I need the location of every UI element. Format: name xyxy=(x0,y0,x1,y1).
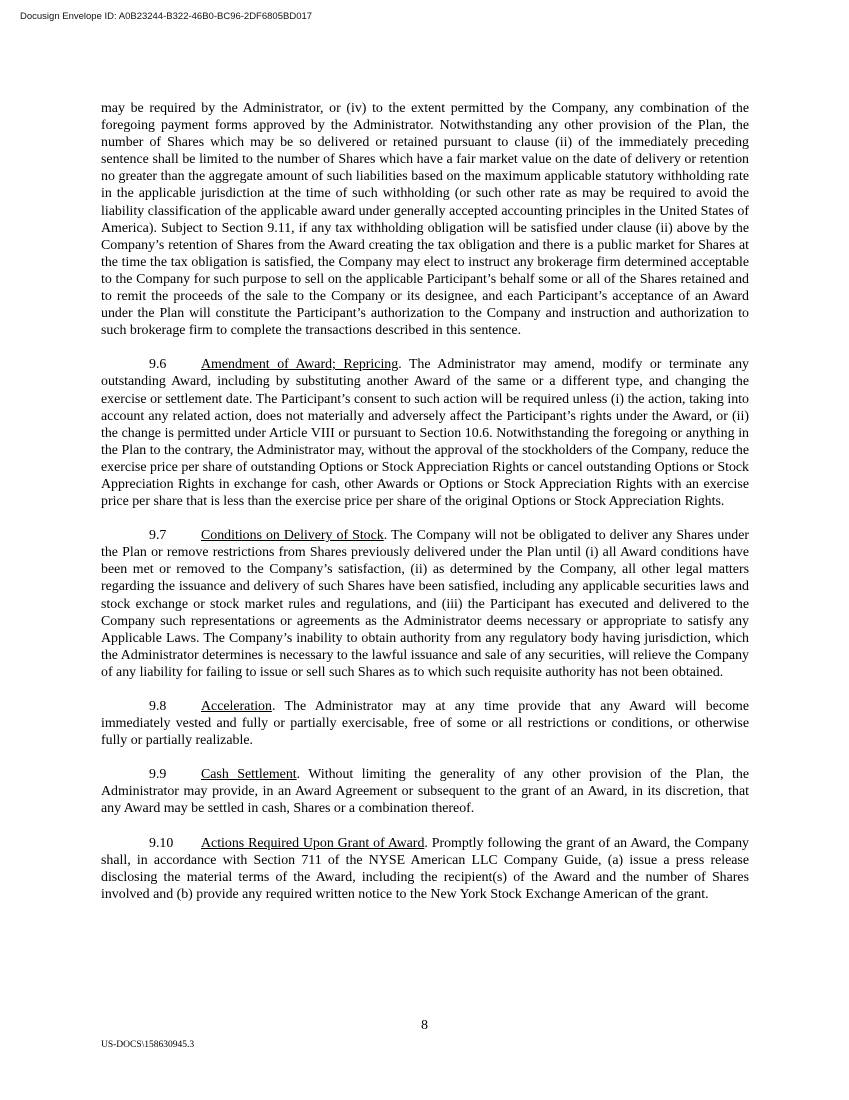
section-number: 9.6 xyxy=(149,357,167,373)
section-number: 9.10 xyxy=(149,835,174,851)
section-9-9 xyxy=(101,766,749,817)
page-number: 8 xyxy=(421,1018,428,1033)
section-body: . Promptly following the grant of an Award, the Company shall, in accordance with Section 711 of the NYSE American LLC Company Guide, (a) issue a press release disclosing the material terms of the Award, including the recipient(s) of the Award and the number of Shares involved and (b) provide any required written notice to the New York Stock Exchange American of the grant. xyxy=(101,835,749,902)
section-heading: Amendment of Award; Repricing xyxy=(201,357,399,373)
section-heading: Cash Settlement xyxy=(201,767,297,783)
section-9-7 xyxy=(101,527,749,681)
section-heading: Acceleration xyxy=(201,699,272,714)
intro-paragraph: may be required by the Administrator, or (iv) to the extent permitted by the Company, any combination of the foregoing payment forms approved by the Administrator. Notwithstanding any other provision of the Plan, the number of Shares which may be so delivered or retained pursuant to clause (ii) of the immediately preceding sentence shall be limited to the number of Shares which have a fair market value on the date of delivery or retention no greater than the aggregate amount of such liabilities based on the maximum applicable statutory withholding rate in the applicable jurisdiction at the time of such withholding (or such other rate as may be required to avoid the liability classification of the applicable award under generally accepted accounting principles in the United States of America). Subject to Section 9.11, if any tax withholding obligation will be satisfied under clause (ii) above by the Company’s retention of Shares from the Award creating the tax obligation and there is a public market for Shares at the time the tax obligation is satisfied, the Company may elect to instruct any brokerage firm determined acceptable to the Company for such purpose to sell on the applicable Participant’s behalf some or all of the Shares retained and to remit the proceeds of the sale to the Company or its designee, and each Participant’s acceptance of an Award under the Plan will constitute the Participant’s authorization to the Company and instruction and authorization to such brokerage firm to complete the transactions described in this sentence. xyxy=(101,101,749,339)
section-heading: Actions Required Upon Grant of Award xyxy=(201,835,425,851)
section-9-8 xyxy=(101,698,749,749)
section-body: . The Administrator may at any time provide that any Award will become immediately vested and fully or partially exercisable, free of some or all restrictions or conditions, or otherwise fully or partially realizable. xyxy=(101,699,749,749)
section-number: 9.9 xyxy=(149,767,167,783)
document-id: US-DOCS\158630945.3 xyxy=(101,1040,195,1050)
section-heading: Conditions on Delivery of Stock xyxy=(201,528,384,544)
section-body: . The Company will not be obligated to deliver any Shares under the Plan or remove restrictions from Shares previously delivered under the Plan until (i) all Award conditions have been met or removed to the Company’s satisfaction, (ii) as determined by the Company, all other legal matters regarding the issuance and delivery of such Shares have been satisfied, including any applicable securities laws and stock exchange or stock market rules and regulations, and (iii) the Participant has executed and delivered to the Company such representations or agreements as the Administrator deems necessary or appropriate to satisfy any Applicable Laws. The Company’s inability to obtain authority from any regulatory body having jurisdiction, which the Administrator determines is necessary to the lawful issuance and sale of any securities, will relieve the Company of any liability for failing to issue or sell such Shares as to which such requisite authority has not been obtained. xyxy=(101,528,749,680)
document-body xyxy=(101,100,749,920)
envelope-id: Docusign Envelope ID: A0B23244-B322-46B0-BC96-2DF6805BD017 xyxy=(20,11,313,22)
section-body: . Without limiting the generality of any other provision of the Plan, the Administrator may provide, in an Award Agreement or subsequent to the grant of an Award, in its discretion, that any Award may be settled in cash, Shares or a combination thereof. xyxy=(101,767,749,817)
section-9-10 xyxy=(101,835,749,903)
section-number: 9.8 xyxy=(149,699,167,714)
section-body: . The Administrator may amend, modify or terminate any outstanding Award, including by substituting another Award of the same or a different type, and changing the exercise or settlement date. The Participant’s consent to such action will be required unless (i) the action, taking into account any related action, does not materially and adversely affect the Participant’s rights under the Award, or (ii) the change is permitted under Article VIII or pursuant to Section 10.6. Notwithstanding the foregoing or anything in the Plan to the contrary, the Administrator may, without the approval of the stockholders of the Company, reduce the exercise price per share of outstanding Options or Stock Appreciation Rights or cancel outstanding Options or Stock Appreciation Rights in exchange for cash, other Awards or Options or Stock Appreciation Rights with an exercise price per share that is less than the exercise price per share of the original Options or Stock Appreciation Rights. xyxy=(101,357,749,510)
section-9-6 xyxy=(101,356,749,510)
section-number: 9.7 xyxy=(149,528,167,544)
